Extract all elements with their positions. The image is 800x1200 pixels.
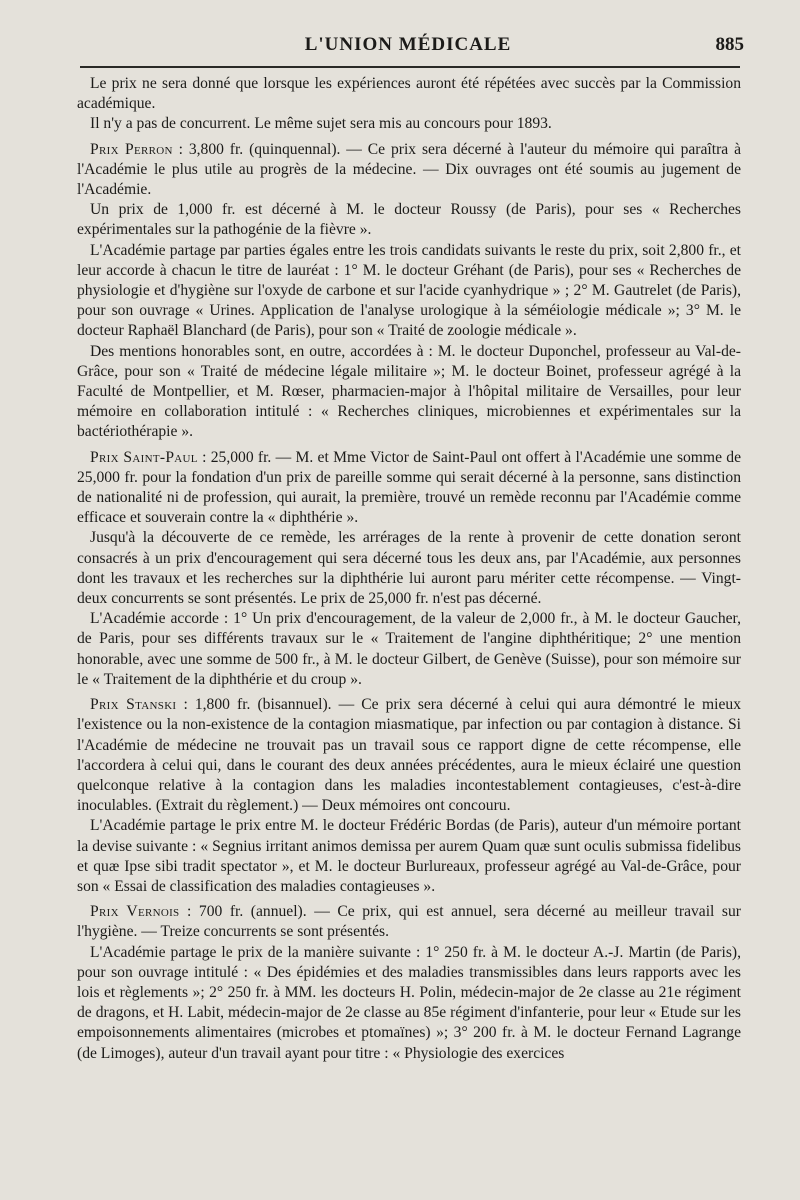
journal-title: L'UNION MÉDICALE [304, 34, 512, 55]
paragraph: Un prix de 1,000 fr. est décerné à M. le docteur Roussy (de Paris), pour ses « Recherches expérimentales sur la pathogénie de la fièvre ». [77, 201, 741, 239]
prize-name: Prix Perron [90, 140, 173, 158]
prize-name: Prix Vernois [90, 903, 180, 921]
paragraph: L'Académie accorde : 1° Un prix d'encouragement, de la valeur de 2,000 fr., à M. le docteur Gaucher, de Paris, pour ses différents travaux sur le « Traitement de l'angine diphthéritique; 2° une mention honorable, avec une somme de 500 fr., à M. le docteur Gilbert, de Genève (Suisse), pour son mémoire sur le « Traitement de la diphthérie et du croup ». [77, 610, 741, 688]
paragraph: L'Académie partage le prix entre M. le docteur Frédéric Bordas (de Paris), auteur d'un mémoire portant la devise suivante : « Segnius irritant animos demissa per aurem Quam quæ sunt oculis submissa fidelibus et quæ Ipse sibi tradit spectator », et M. le docteur Burlureaux, professeur agrégé au Val-de-Grâce, pour son « Essai de classification des maladies contagieuses ». [77, 817, 741, 895]
paragraph: Il n'y a pas de concurrent. Le même sujet sera mis au concours pour 1893. [90, 115, 552, 133]
paragraph: Le prix ne sera donné que lorsque les expériences auront été répétées avec succès par la Commission académique. [77, 75, 741, 113]
page-number: 885 [715, 34, 744, 55]
paragraph: L'Académie partage par parties égales entre les trois candidats suivants le reste du prix, soit 2,800 fr., et leur accorde à chacun le titre de lauréat : 1° M. le docteur Gréhant (de Paris), pour ses « Recherches de physiologie et d'hygiène sur l'oxyde de carbone et sur l'acide cyanhydrique » ; 2° M. Gautrelet (de Paris), pour son ouvrage « Urines. Application de l'analyse urologique à la séméiologie médicale »; 3° M. le docteur Raphaël Blanchard (de Paris), pour son « Traité de zoologie médicale ». [77, 241, 741, 340]
prize-name: Prix Saint-Paul [90, 448, 198, 466]
prize-name: Prix Stanski [90, 696, 177, 714]
paragraph: L'Académie partage le prix de la manière suivante : 1° 250 fr. à M. le docteur A.-J. Martin (de Paris), pour son ouvrage intitulé : « Des épidémies et des maladies transmissibles dans leurs rapports avec les lois et règlements »; 2° 250 fr. à MM. les docteurs H. Polin, médecin-major de 2e classe au 21e régiment de dragons, et H. Labit, médecin-major de 2e classe au 85e régiment d'infanterie, pour leur « Etude sur les empoisonnements alimentaires (microbes et ptomaïnes) »; 3° 200 fr. à M. le docteur Fernand Lagrange (de Limoges), auteur d'un travail ayant pour titre : « Physiologie des exercices [77, 943, 741, 1062]
prize-paragraph: Prix Stanski : 1,800 fr. (bisannuel). — Ce prix sera décerné à celui qui aura démontré le mieux l'existence ou la non-existence de la contagion miasmatique, par infection ou par contagion à distance. Si l'Académie de médecine ne trouvait pas un travail sous ce rapport digne de cette récompense, elle l'accordera à celui qui, dans le courant des deux années précédentes, aura le mieux éclairé une question quelconque relative à la contagion dans les maladies incontestablement contagieuses, c'est-à-dire inoculables. (Extrait du règlement.) — Deux mémoires ont concouru. [77, 696, 741, 815]
running-header [78, 34, 744, 64]
paragraph: Jusqu'à la découverte de ce remède, les arrérages de la rente à provenir de cette donation seront consacrés à un prix d'encouragement qui sera décerné tous les deux ans, par l'Académie, aux personnes dont les travaux et les recherches sur la diphthérie lui auront paru mériter cette récompense. — Vingt-deux concurrents se sont présentés. Le prix de 25,000 fr. n'est pas décerné. [77, 529, 741, 608]
prize-paragraph: Prix Vernois : 700 fr. (annuel). — Ce prix, qui est annuel, sera décerné au meilleur travail sur l'hygiène. — Treize concurrents se sont présentés. [77, 903, 741, 941]
header-rule [80, 66, 740, 68]
paragraph: Des mentions honorables sont, en outre, accordées à : M. le docteur Duponchel, professeur au Val-de-Grâce, pour son « Traité de médecine légale militaire »; M. le docteur Boinet, professeur agrégé à la Faculté de Montpellier, et M. Rœser, pharmacien-major à l'hôpital militaire de Versailles, pour leur mémoire en collaboration intitulé : « Recherches cliniques, microbiennes et expérimentales sur la bactériothérapie ». [77, 342, 741, 441]
prize-paragraph: Prix Saint-Paul : 25,000 fr. — M. et Mme Victor de Saint-Paul ont offert à l'Académie une somme de 25,000 fr. pour la fondation d'un prix de pareille somme qui serait décerné à la personne, sans distinction de nationalité ni de profession, qui aurait, la première, trouvé un remède reconnu par l'Académie comme efficace et souverain contre la « diphthérie ». [77, 448, 741, 527]
prize-paragraph: Prix Perron : 3,800 fr. (quinquennal). — Ce prix sera décerné à l'auteur du mémoire qui paraîtra à l'Académie le plus utile au progrès de la médecine. — Dix ouvrages ont été soumis au jugement de l'Académie. [77, 140, 741, 199]
body-text [77, 74, 741, 1064]
